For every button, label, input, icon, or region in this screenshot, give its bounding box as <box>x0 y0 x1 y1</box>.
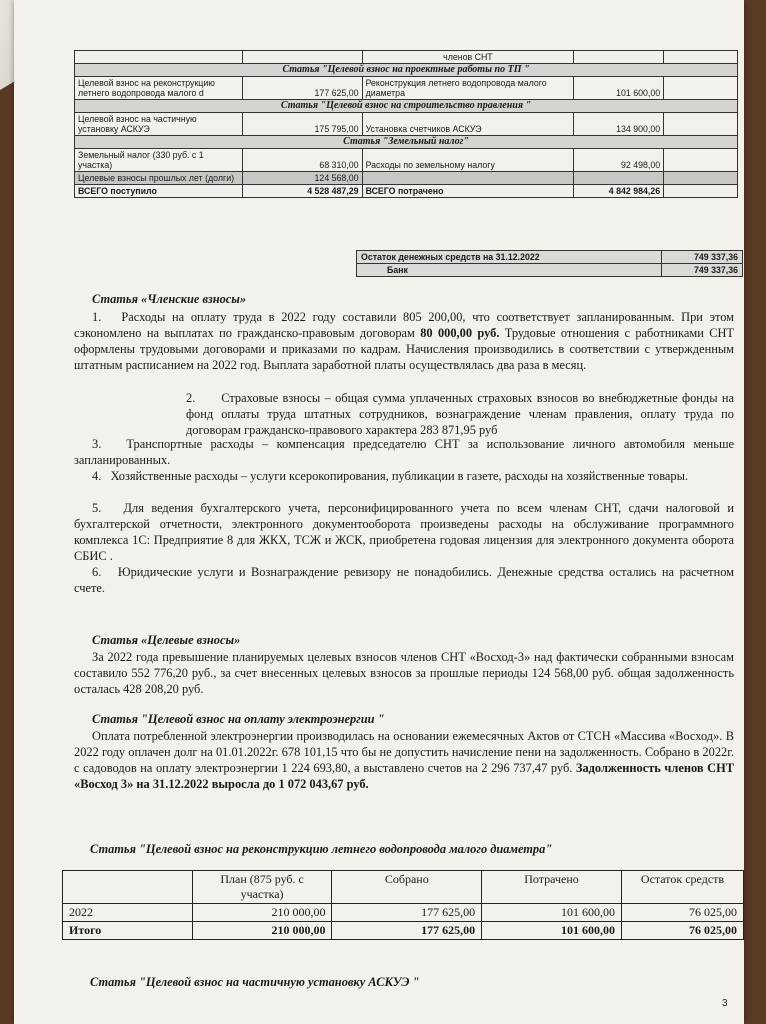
budget-cell-empty <box>664 77 738 100</box>
section-title: Статья "Целевой взнос на строительство правления " <box>75 100 738 113</box>
members-point-2: 2. Страховые взносы – общая сумма уплаченных страховых взносов во внебюджетные фонды на фонд оплаты труда штатных сотрудников, вознаграждение членам правления, оплату труда по договорам гражданско-правового характера 283 871,95 руб <box>186 391 734 437</box>
water-cell: 210 000,00 <box>192 904 332 922</box>
budget-cell-c4 <box>574 51 664 64</box>
section-title: Статья "Целевой взнос на проектные работы по ТП " <box>75 64 738 77</box>
water-cell: 177 625,00 <box>332 922 482 940</box>
budget-cell-empty <box>664 51 738 64</box>
water-cell: 2022 <box>63 904 193 922</box>
bank-label: Банк <box>357 264 662 277</box>
budget-cell-c2: 4 528 487,29 <box>242 185 362 198</box>
water-cell: Итого <box>63 922 193 940</box>
budget-section-row <box>75 136 738 149</box>
electric-debt: Задолженность членов СНТ «Восход 3» на 31.12.2022 выросла до 1 072 043,67 руб. <box>74 761 734 791</box>
budget-cell-c3: Расходы по земельному налогу <box>362 149 574 172</box>
members-heading: Статья «Членские взносы» <box>92 292 247 306</box>
budget-row <box>75 172 738 185</box>
page-number: 3 <box>722 998 728 1009</box>
water-header-spent: Потрачено <box>482 871 622 904</box>
budget-cell-c1: Целевой взнос на реконструкцию летнего водопровода малого d <box>75 77 243 100</box>
balance-table <box>356 250 743 277</box>
members-point-1-a: 1. Расходы на оплату труда в 2022 году составили 805 200,00, что соответствует запланированным. При этом сэкономлено на выплатах по гражданско-правовым договорам <box>74 310 734 340</box>
target-heading: Статья «Целевые взносы» <box>92 633 241 647</box>
budget-cell-c2: 68 310,00 <box>242 149 362 172</box>
budget-cell-c3: членов СНТ <box>362 51 574 64</box>
water-cell: 76 025,00 <box>621 904 743 922</box>
budget-cell-empty <box>664 172 738 185</box>
members-point-5: 5. Для ведения бухгалтерского учета, персонифицированного учета по всем членам СНТ, сдачи налоговой и бухгалтерской отчетности, электронного документооборота произведены расходы на обслуживание программного комплекса 1С: Предприятие 8 для ЖКХ, ТСЖ и ЖСК, приобретена годовая лицензия для электронного документа оборота СБИС . <box>74 501 734 563</box>
water-header-row <box>63 871 744 904</box>
water-cell: 101 600,00 <box>482 904 622 922</box>
budget-section-row <box>75 100 738 113</box>
members-point-3: 3. Транспортные расходы – компенсация председателю СНТ за использование личного автомобиля меньше запланированных. <box>74 437 734 467</box>
budget-cell-empty <box>664 113 738 136</box>
water-heading: Статья "Целевой взнос на реконструкцию летнего водопровода малого диаметра" <box>90 842 553 856</box>
budget-cell-c1: Земельный налог (330 руб. с 1 участка) <box>75 149 243 172</box>
budget-cell-c4: 92 498,00 <box>574 149 664 172</box>
budget-row <box>75 77 738 100</box>
budget-cell-c2: 124 568,00 <box>242 172 362 185</box>
balance-label: Остаток денежных средств на 31.12.2022 <box>357 251 662 264</box>
water-cell: 177 625,00 <box>332 904 482 922</box>
water-row-total <box>63 922 744 940</box>
water-table <box>62 870 744 940</box>
budget-section-row <box>75 64 738 77</box>
budget-row <box>75 185 738 198</box>
water-header-0 <box>63 871 193 904</box>
budget-cell-c4: 101 600,00 <box>574 77 664 100</box>
budget-row <box>75 149 738 172</box>
section-title: Статья "Земельный налог" <box>75 136 738 149</box>
bank-row <box>357 264 743 277</box>
budget-table <box>74 50 738 198</box>
budget-cell-c2: 177 625,00 <box>242 77 362 100</box>
target-text: За 2022 года превышение планируемых целевых взносов членов СНТ «Восход-3» над фактически собранными взносам составило 552 776,20 руб., за счет внесенных целевых взносов за прошлые периоды 124 568,00 руб. общая задолженность осталась 428 208,20 руб. <box>74 650 734 696</box>
water-header-remaining: Остаток средств <box>621 871 743 904</box>
budget-cell-c4: 4 842 984,26 <box>574 185 664 198</box>
budget-cell-c4: 134 900,00 <box>574 113 664 136</box>
electric-heading: Статья "Целевой взнос на оплату электроэнергии " <box>92 712 385 726</box>
budget-cell-c1: Целевые взносы прошлых лет (долги) <box>75 172 243 185</box>
water-header-collected: Собрано <box>332 871 482 904</box>
budget-cell-c2 <box>242 51 362 64</box>
budget-cell-c1: ВСЕГО поступило <box>75 185 243 198</box>
water-cell: 76 025,00 <box>621 922 743 940</box>
balance-value: 749 337,36 <box>662 251 743 264</box>
document-page <box>14 0 744 1024</box>
members-point-1 <box>74 309 734 373</box>
budget-cell-c3 <box>362 172 574 185</box>
water-cell: 101 600,00 <box>482 922 622 940</box>
bank-value: 749 337,36 <box>662 264 743 277</box>
budget-cell-c1: Целевой взнос на частичную установку АСКУЭ <box>75 113 243 136</box>
budget-cell-c3: Установка счетчиков АСКУЭ <box>362 113 574 136</box>
electric-text <box>74 728 734 792</box>
budget-row <box>75 51 738 64</box>
water-cell: 210 000,00 <box>192 922 332 940</box>
savings-amount: 80 000,00 руб. <box>420 326 500 340</box>
budget-cell-empty <box>664 149 738 172</box>
budget-cell-c3: ВСЕГО потрачено <box>362 185 574 198</box>
water-header-plan: План (875 руб. с участка) <box>192 871 332 904</box>
askue-heading: Статья "Целевой взнос на частичную установку АСКУЭ " <box>90 975 420 989</box>
members-point-6: 6. Юридические услуги и Вознаграждение ревизору не понадобились. Денежные средства остались на расчетном счете. <box>74 565 734 595</box>
water-row-2022 <box>63 904 744 922</box>
balance-row <box>357 251 743 264</box>
members-point-1-c: Трудовые отношения с работниками СНТ оформлены трудовыми договорами и приказами по кадрам. Начисления производились в соответствии с утвержденным штатным расписанием на 2022 год. Выплата заработной платы осуществлялась два раза в месяц. <box>74 326 734 372</box>
budget-cell-c3: Реконструкция летнего водопровода малого диаметра <box>362 77 574 100</box>
budget-row <box>75 113 738 136</box>
budget-cell-empty <box>664 185 738 198</box>
budget-cell-c4 <box>574 172 664 185</box>
budget-cell-c2: 175 795,00 <box>242 113 362 136</box>
electric-text-a: Оплата потребленной электроэнергии производилась на основании ежемесячных Актов от СТСН «Массива «Восход». В 2022 году оплачен долг на 01.01.2022г. 678 101,15 что бы не допустить начисление пени на задолженность. Собрано в 2022г. с садоводов на оплату электроэнергии 1 224 693,80, а выставлено счетов на 2 296 737,47 руб. <box>74 729 734 775</box>
budget-cell-c1 <box>75 51 243 64</box>
members-point-4: 4. Хозяйственные расходы – услуги ксерокопирования, публикации в газете, расходы на хозяйственные товары. <box>92 469 689 483</box>
